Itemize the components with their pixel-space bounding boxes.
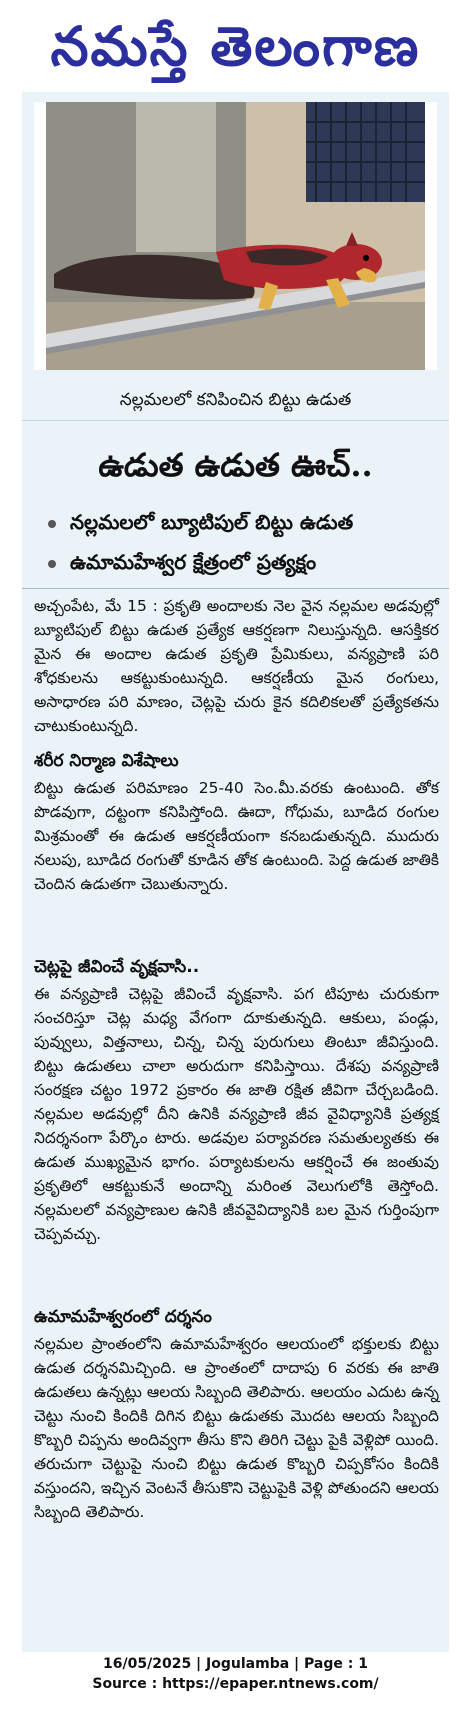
page-footer	[0, 1654, 471, 1694]
article-paragraph: ఈ వన్యప్రాణి చెట్లపై జీవించే వృక్షవాసి. పగ టిపూట చురుకుగా సంచరిస్తూ చెట్ల మధ్య వేగంగా దూకుతున్నది. ఆకులు, పండ్లు, పువ్వులు, విత్తనాలు, చిన్న, చిన్న పురుగులు తింటూ జీవిస్తుంది. బిట్టు ఉడుతలు చాలా అరుదుగా కనిపిస్తాయి. దేశపు వన్యప్రాణి సంరక్షణ చట్టం 1972 ప్రకారం ఈ జాతి రక్షిత జీవిగా చేర్చబడింది. నల్లమల అడవుల్లో దీని ఉనికి వన్యప్రాణి జీవ వైవిధ్యానికి ప్రత్యక్ష నిదర్శనంగా పేర్కొం టారు. అడవుల పర్యావరణ సమతుల్యతకు ఈ ఉడుత ముఖ్యమైన భాగం. పర్యాటకులను ఆకర్షించే ఈ జంతువు ప్రకృతిలో ఆకట్టుకునే అందాన్ని మరింత వెలుగులోకి తెస్తోంది. నల్లమలలో వన్యప్రాణుల ఉనికి జీవవైవిద్యానికి బల మైన గుర్తింపుగా చెప్పవచ్చు.	[34, 985, 439, 1243]
section-heading: శరీర నిర్మాణ విశేషాలు	[34, 751, 179, 771]
article-paragraph: నల్లమల ప్రాంతంలోని ఉమామహేశ్వరం ఆలయంలో భక్తులకు బిట్టు ఉడుత దర్శనమిచ్చింది. ఆ ప్రాంతంలో దాదాపు 6 వరకు ఈ జాతి ఉడుతలు ఉన్నట్లు ఆలయ సిబ్బంది తెలిపారు. ఆలయం ఎదుట ఉన్న చెట్టు నుంచి కిందికి దిగిన బిట్టు ఉడుతకు మొదట ఆలయ సిబ్బంది కొబ్బరి చిప్పను అందివ్వగా తీసు కొని తిరిగి చెట్టు పైకి వెళ్లిపో యింది. తరుచుగా చెట్టుపై నుంచి బిట్టు ఉడుత కొబ్బరి చిప్పకోసం కిందికి వస్తుందని, ఇచ్చిన వెంటనే తీసుకొని చెట్టుపైకి వెళ్లి పోతుందని ఆలయ సిబ్బంది తెలిపారు.	[34, 1335, 439, 1521]
masthead-title: నమస్తే తెలంగాణ	[50, 14, 421, 78]
squirrel-photo	[46, 102, 425, 370]
bullet-icon	[48, 520, 56, 528]
subheadline-text: నల్లమలలో బ్యూటిపుల్ బిట్టు ఉడుత	[70, 510, 354, 534]
subheadline-text: ఉమామహేశ్వర క్షేత్రంలో ప్రత్యక్షం	[70, 550, 317, 574]
photo-frame	[34, 102, 437, 370]
newspaper-masthead	[0, 0, 471, 92]
section-heading: చెట్లపై జీవించే వృక్షవాసి..	[34, 957, 200, 977]
news-clipping	[22, 92, 449, 1652]
source-link[interactable]: Source : https://epaper.ntnews.com/	[92, 1676, 379, 1692]
bullet-icon	[48, 560, 56, 568]
section-heading: ఉమామహేశ్వరంలో దర్శనం	[34, 1307, 212, 1327]
divider	[22, 588, 449, 589]
edition-info: 16/05/2025 | Jogulamba | Page : 1	[103, 1656, 368, 1672]
article-headline: ఉడుత ఉడుత ఊచ్..	[98, 446, 373, 484]
article-paragraph: అచ్చంపేట, మే 15 : ప్రకృతి అందాలకు నెల వైన నల్లమల అడవుల్లో బ్యూటిపుల్ బిట్టు ఉడుత ప్రత్యేక ఆకర్షణగా నిలుస్తున్నది. ఆసక్తికర మైన ఈ అందాల ఉడుత ప్రకృతి ప్రేమికులు, వన్యప్రాణి పరి శోధకులను ఆకట్టుకుంటున్నది. ఆకర్షణీయ మైన రంగులు, అసాధారణ పరి మాణం, చెట్లపై చురు కైన కదిలికలతో ప్రత్యేకతను చాటుకుంటున్నది.	[34, 597, 439, 735]
subheadline	[48, 544, 443, 580]
article-paragraph: బిట్టు ఉడుత పరిమాణం 25-40 సెం.మీ.వరకు ఉంటుంది. తోక పొడవుగా, దట్టంగా కనిపిస్తోంది. ఊదా, గోధుమ, బూడిద రంగుల మిశ్రమంతో ఈ ఉడుత ఆకర్షణీయంగా కనబడుతున్నది. ముదురు నలుపు, బూడిద రంగుతో కూడిన తోక ఉంటుంది. పెద్ద ఉడుత జాతికి చెందిన ఉడుతగా చెబుతున్నారు.	[34, 779, 439, 893]
photo-caption: నల్లమలలో కనిపించిన బిట్టు ఉడుత	[22, 380, 449, 421]
subheadline	[48, 504, 443, 540]
